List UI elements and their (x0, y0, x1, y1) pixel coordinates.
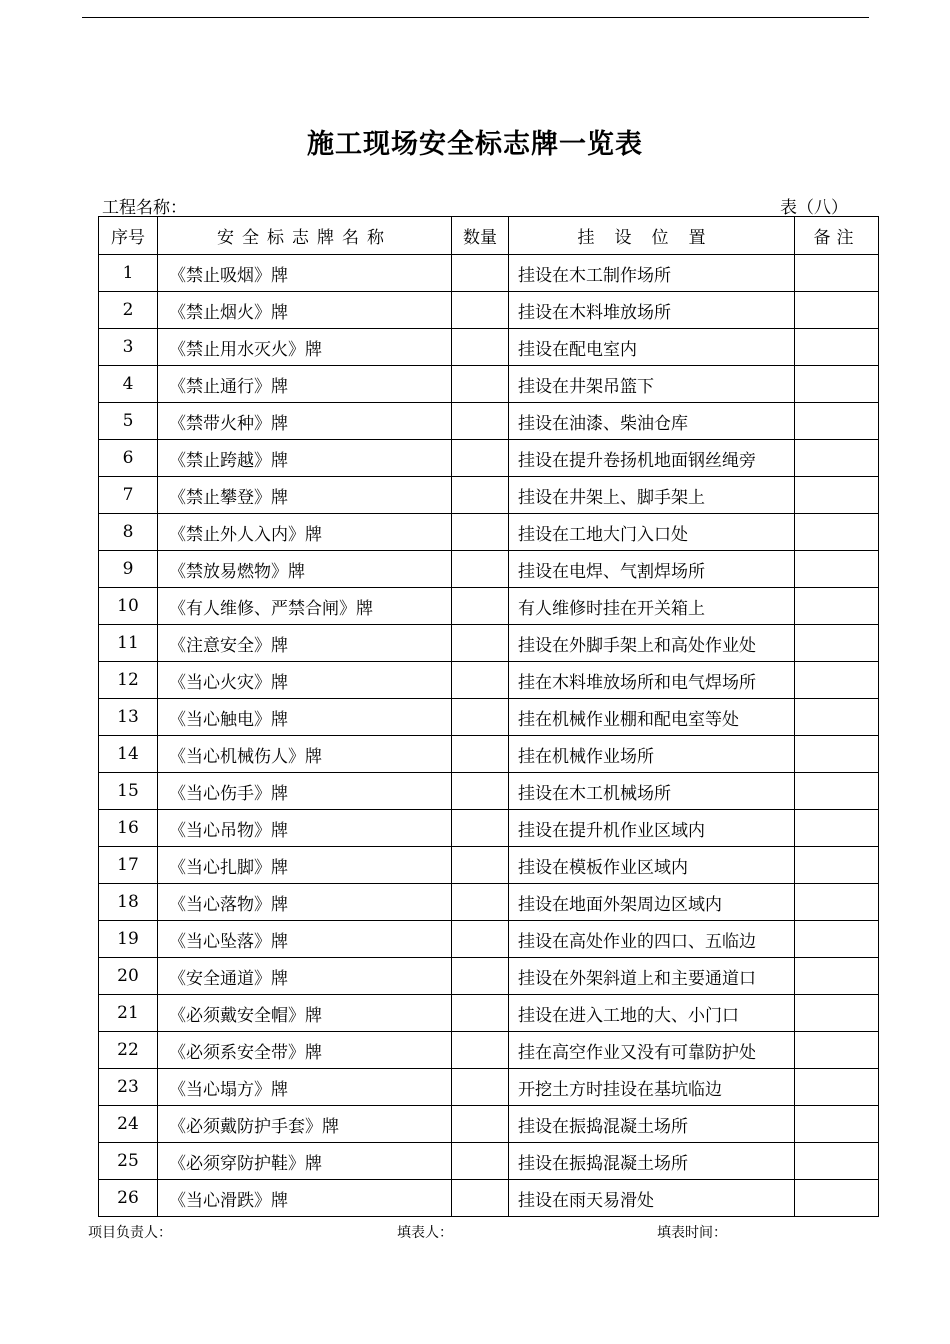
row-position: 开挖土方时挂设在基坑临边 (509, 1069, 795, 1106)
row-sign-name: 《注意安全》牌 (158, 625, 452, 662)
row-sign-name: 《禁放易燃物》牌 (158, 551, 452, 588)
row-note (795, 514, 879, 551)
row-quantity (452, 551, 509, 588)
table-row (99, 810, 879, 847)
row-seq: 6 (99, 440, 158, 477)
row-seq: 17 (99, 847, 158, 884)
row-note (795, 1032, 879, 1069)
row-position: 挂在木料堆放场所和电气焊场所 (509, 662, 795, 699)
row-position: 挂设在提升卷扬机地面钢丝绳旁 (509, 440, 795, 477)
row-quantity (452, 403, 509, 440)
table-row (99, 292, 879, 329)
row-note (795, 995, 879, 1032)
row-seq: 4 (99, 366, 158, 403)
table-row (99, 255, 879, 292)
row-position: 挂设在电焊、气割焊场所 (509, 551, 795, 588)
row-seq: 22 (99, 1032, 158, 1069)
row-position: 挂设在木料堆放场所 (509, 292, 795, 329)
row-note (795, 810, 879, 847)
row-seq: 11 (99, 625, 158, 662)
header-quantity: 数量 (452, 217, 509, 255)
row-position: 挂设在外脚手架上和高处作业处 (509, 625, 795, 662)
table-header-row (99, 217, 879, 255)
row-seq: 26 (99, 1180, 158, 1217)
row-quantity (452, 1143, 509, 1180)
table-row (99, 1180, 879, 1217)
row-sign-name: 《当心吊物》牌 (158, 810, 452, 847)
row-seq: 10 (99, 588, 158, 625)
table-row (99, 662, 879, 699)
row-position: 挂设在高处作业的四口、五临边 (509, 921, 795, 958)
row-seq: 13 (99, 699, 158, 736)
row-sign-name: 《当心火灾》牌 (158, 662, 452, 699)
row-sign-name: 《禁止烟火》牌 (158, 292, 452, 329)
row-note (795, 847, 879, 884)
row-quantity (452, 736, 509, 773)
row-quantity (452, 292, 509, 329)
table-row (99, 329, 879, 366)
row-quantity (452, 477, 509, 514)
row-sign-name: 《必须戴安全帽》牌 (158, 995, 452, 1032)
row-note (795, 440, 879, 477)
header-sign-name: 安全标志牌名称 (158, 217, 452, 255)
row-position: 挂设在地面外架周边区域内 (509, 884, 795, 921)
row-seq: 12 (99, 662, 158, 699)
row-position: 挂设在雨天易滑处 (509, 1180, 795, 1217)
row-sign-name: 《当心坠落》牌 (158, 921, 452, 958)
row-quantity (452, 329, 509, 366)
row-seq: 5 (99, 403, 158, 440)
row-position: 挂在机械作业场所 (509, 736, 795, 773)
table-body (99, 255, 879, 1217)
row-position: 挂设在进入工地的大、小门口 (509, 995, 795, 1032)
table-row (99, 958, 879, 995)
row-note (795, 551, 879, 588)
table-row (99, 551, 879, 588)
row-sign-name: 《当心机械伤人》牌 (158, 736, 452, 773)
row-quantity (452, 1180, 509, 1217)
row-quantity (452, 810, 509, 847)
table-row (99, 1032, 879, 1069)
row-sign-name: 《当心扎脚》牌 (158, 847, 452, 884)
header-note: 备注 (795, 217, 879, 255)
row-note (795, 625, 879, 662)
row-seq: 23 (99, 1069, 158, 1106)
row-note (795, 736, 879, 773)
row-seq: 14 (99, 736, 158, 773)
row-quantity (452, 773, 509, 810)
row-quantity (452, 588, 509, 625)
row-position: 挂设在工地大门入口处 (509, 514, 795, 551)
row-sign-name: 《安全通道》牌 (158, 958, 452, 995)
row-note (795, 773, 879, 810)
row-position: 挂设在木工制作场所 (509, 255, 795, 292)
row-seq: 18 (99, 884, 158, 921)
row-sign-name: 《禁止攀登》牌 (158, 477, 452, 514)
row-sign-name: 《禁止用水灭火》牌 (158, 329, 452, 366)
row-seq: 19 (99, 921, 158, 958)
table-row (99, 995, 879, 1032)
row-position: 挂设在振捣混凝土场所 (509, 1143, 795, 1180)
footer-manager-label: 项目负责人： (88, 1225, 172, 1241)
row-note (795, 366, 879, 403)
row-seq: 15 (99, 773, 158, 810)
table-row (99, 440, 879, 477)
row-note (795, 884, 879, 921)
table-row (99, 884, 879, 921)
row-seq: 9 (99, 551, 158, 588)
table-row (99, 921, 879, 958)
row-note (795, 292, 879, 329)
row-note (795, 588, 879, 625)
row-position: 挂设在井架吊篮下 (509, 366, 795, 403)
table-row (99, 477, 879, 514)
row-position: 挂设在外架斜道上和主要通道口 (509, 958, 795, 995)
row-position: 挂设在井架上、脚手架上 (509, 477, 795, 514)
table-row (99, 1106, 879, 1143)
table-row (99, 1069, 879, 1106)
table-row (99, 366, 879, 403)
row-note (795, 958, 879, 995)
row-position: 挂在机械作业棚和配电室等处 (509, 699, 795, 736)
row-seq: 24 (99, 1106, 158, 1143)
table-row (99, 773, 879, 810)
row-seq: 8 (99, 514, 158, 551)
row-quantity (452, 514, 509, 551)
row-position: 挂设在模板作业区域内 (509, 847, 795, 884)
row-position: 挂在高空作业又没有可靠防护处 (509, 1032, 795, 1069)
row-sign-name: 《有人维修、严禁合闸》牌 (158, 588, 452, 625)
table-row (99, 699, 879, 736)
row-note (795, 1180, 879, 1217)
header-position: 挂设位置 (509, 217, 795, 255)
row-quantity (452, 366, 509, 403)
safety-sign-table (98, 216, 879, 1217)
row-quantity (452, 958, 509, 995)
header-seq: 序号 (99, 217, 158, 255)
footer-date-label: 填表时间： (657, 1225, 727, 1241)
row-seq: 1 (99, 255, 158, 292)
row-quantity (452, 847, 509, 884)
row-quantity (452, 1106, 509, 1143)
page-title: 施工现场安全标志牌一览表 (307, 129, 643, 160)
row-sign-name: 《当心滑跌》牌 (158, 1180, 452, 1217)
row-note (795, 1069, 879, 1106)
row-sign-name: 《禁带火种》牌 (158, 403, 452, 440)
table-row (99, 736, 879, 773)
row-note (795, 477, 879, 514)
row-quantity (452, 884, 509, 921)
header-rule (82, 17, 869, 18)
row-note (795, 255, 879, 292)
row-quantity (452, 255, 509, 292)
row-sign-name: 《禁止吸烟》牌 (158, 255, 452, 292)
row-sign-name: 《当心塌方》牌 (158, 1069, 452, 1106)
row-sign-name: 《当心伤手》牌 (158, 773, 452, 810)
row-sign-name: 《禁止外人入内》牌 (158, 514, 452, 551)
row-position: 挂设在振捣混凝土场所 (509, 1106, 795, 1143)
row-seq: 20 (99, 958, 158, 995)
row-quantity (452, 995, 509, 1032)
table-number: 表（八） (780, 198, 848, 218)
row-seq: 16 (99, 810, 158, 847)
row-seq: 25 (99, 1143, 158, 1180)
row-quantity (452, 440, 509, 477)
table-row (99, 588, 879, 625)
row-position: 挂设在配电室内 (509, 329, 795, 366)
row-note (795, 1143, 879, 1180)
row-note (795, 921, 879, 958)
row-quantity (452, 1032, 509, 1069)
row-sign-name: 《必须戴防护手套》牌 (158, 1106, 452, 1143)
row-sign-name: 《禁止跨越》牌 (158, 440, 452, 477)
row-sign-name: 《必须系安全带》牌 (158, 1032, 452, 1069)
footer-filler-label: 填表人： (397, 1225, 453, 1241)
table-row (99, 625, 879, 662)
row-position: 有人维修时挂在开关箱上 (509, 588, 795, 625)
project-name-label: 工程名称： (102, 198, 187, 218)
row-position: 挂设在木工机械场所 (509, 773, 795, 810)
row-quantity (452, 662, 509, 699)
row-sign-name: 《必须穿防护鞋》牌 (158, 1143, 452, 1180)
row-seq: 3 (99, 329, 158, 366)
row-note (795, 403, 879, 440)
row-seq: 2 (99, 292, 158, 329)
row-quantity (452, 625, 509, 662)
row-sign-name: 《禁止通行》牌 (158, 366, 452, 403)
row-note (795, 329, 879, 366)
table-row (99, 847, 879, 884)
row-note (795, 1106, 879, 1143)
row-quantity (452, 699, 509, 736)
row-quantity (452, 921, 509, 958)
row-position: 挂设在油漆、柴油仓库 (509, 403, 795, 440)
row-note (795, 699, 879, 736)
row-quantity (452, 1069, 509, 1106)
row-note (795, 662, 879, 699)
table-row (99, 1143, 879, 1180)
row-position: 挂设在提升机作业区域内 (509, 810, 795, 847)
row-sign-name: 《当心落物》牌 (158, 884, 452, 921)
row-seq: 7 (99, 477, 158, 514)
row-sign-name: 《当心触电》牌 (158, 699, 452, 736)
table-row (99, 403, 879, 440)
row-seq: 21 (99, 995, 158, 1032)
table-row (99, 514, 879, 551)
